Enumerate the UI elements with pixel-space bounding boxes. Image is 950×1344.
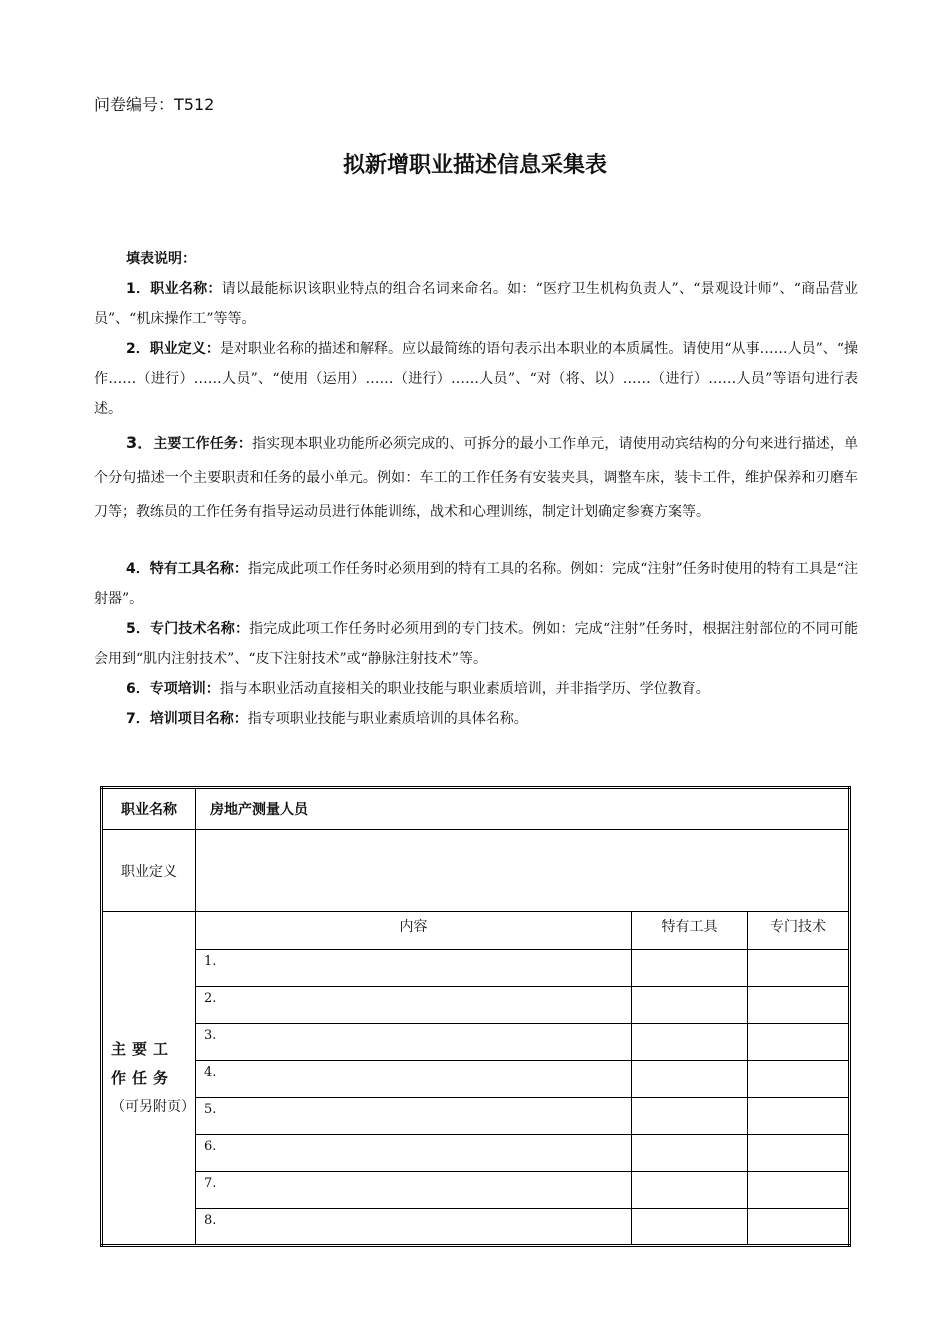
instruction-text: 指完成此项工作任务时必须用到的特有工具的名称。例如：完成“注射”任务时使用的特有工具是“注射器”。 [94, 561, 858, 607]
task-content-cell[interactable]: 2. [196, 987, 632, 1024]
instruction-text: 指专项职业技能与职业素质培训的具体名称。 [247, 711, 528, 727]
occupation-form-table [100, 786, 851, 1247]
instruction-label: 2．职业定义： [126, 341, 220, 357]
instruction-label: 1．职业名称： [126, 281, 222, 297]
task-content-cell[interactable]: 5. [196, 1098, 632, 1135]
table-row [102, 1098, 850, 1135]
instruction-label: 6．专项培训： [126, 681, 220, 697]
table-row [102, 1061, 850, 1098]
instruction-item-5 [94, 614, 858, 674]
task-tools-cell[interactable] [632, 1172, 748, 1209]
table-row [102, 1172, 850, 1209]
task-tech-cell[interactable] [748, 1061, 850, 1098]
instruction-label: 主要工作任务： [153, 436, 252, 452]
task-content-cell[interactable]: 4. [196, 1061, 632, 1098]
task-tech-cell[interactable] [748, 950, 850, 987]
col-header-tools: 特有工具 [632, 912, 748, 950]
instruction-label: 4．特有工具名称： [126, 561, 248, 577]
task-tools-cell[interactable] [632, 1098, 748, 1135]
task-tech-cell[interactable] [748, 1098, 850, 1135]
instruction-text: 是对职业名称的描述和解释。应以最简练的语句表示出本职业的本质属性。请使用“从事……人员”、“操作……（进行）……人员”、“使用（运用）……（进行）……人员”、“对（将、以）……（进行）……人员”等语句进行表述。 [94, 341, 858, 417]
instruction-text: 指完成此项工作任务时必须用到的专门技术。例如：完成“注射”任务时，根据注射部位的不同可能会用到“肌内注射技术”、“皮下注射技术”或“静脉注射技术”等。 [94, 621, 859, 667]
page-title: 拟新增职业描述信息采集表 [342, 153, 607, 178]
instruction-item-4 [94, 554, 858, 614]
task-content-cell[interactable]: 1. [196, 950, 632, 987]
instructions-heading: 填表说明： [126, 251, 196, 267]
occupation-name-row [102, 788, 850, 830]
task-tools-cell[interactable] [632, 1209, 748, 1246]
instructions-block [94, 244, 858, 424]
questionnaire-number: 问卷编号：T512 [94, 95, 215, 114]
col-header-tech: 专门技术 [748, 912, 850, 950]
instruction-text: 指实现本职业功能所必须完成的、可拆分的最小工作单元，请使用动宾结构的分句来进行描述，单个分句描述一个主要职责和任务的最小单元。例如：车工的工作任务有安装夹具，调整车床，装卡工件，维护保养和刃磨车刀等；教练员的工作任务有指导运动员进行体能训练，战术和心理训练，制定计划确定参赛方案等。 [94, 436, 858, 520]
definition-row [102, 830, 850, 912]
task-tools-cell[interactable] [632, 1061, 748, 1098]
task-tools-cell[interactable] [632, 1135, 748, 1172]
tasks-label-note: （可另附页） [111, 1099, 195, 1115]
task-content-cell[interactable]: 7. [196, 1172, 632, 1209]
task-tools-cell[interactable] [632, 987, 748, 1024]
task-tech-cell[interactable] [748, 1209, 850, 1246]
definition-label: 职业定义 [102, 830, 196, 912]
task-tech-cell[interactable] [748, 1135, 850, 1172]
task-content-cell[interactable]: 3. [196, 1024, 632, 1061]
instruction-item-2 [94, 334, 858, 424]
table-row [102, 987, 850, 1024]
tasks-label-bold: 主要工作任务 [111, 1040, 175, 1087]
task-tools-cell[interactable] [632, 950, 748, 987]
instructions-block-3 [94, 554, 858, 734]
task-tech-cell[interactable] [748, 1024, 850, 1061]
task-tools-cell[interactable] [632, 1024, 748, 1061]
instruction-item-6 [94, 674, 858, 704]
table-row [102, 1024, 850, 1061]
table-row [102, 1135, 850, 1172]
occupation-name-value[interactable]: 房地产测量人员 [196, 788, 850, 830]
instruction-text: 请以最能标识该职业特点的组合名词来命名。如：“医疗卫生机构负责人”、“景观设计师”、“商品营业员”、“机床操作工”等等。 [94, 281, 858, 327]
instruction-item-3 [94, 426, 858, 529]
tasks-header-row [102, 912, 850, 950]
instruction-text: 指与本职业活动直接相关的职业技能与职业素质培训，并非指学历、学位教育。 [219, 681, 710, 697]
table-row [102, 1209, 850, 1246]
task-content-cell[interactable]: 8. [196, 1209, 632, 1246]
instruction-label: 5．专门技术名称： [126, 621, 250, 637]
instruction-label-number: 3． [126, 433, 154, 452]
instruction-label: 7．培训项目名称： [126, 711, 248, 727]
task-tech-cell[interactable] [748, 1172, 850, 1209]
col-header-content: 内容 [196, 912, 632, 950]
tasks-label [102, 912, 196, 1246]
task-content-cell[interactable]: 6. [196, 1135, 632, 1172]
task-tech-cell[interactable] [748, 987, 850, 1024]
instruction-item-7 [94, 704, 858, 734]
instructions-block-2 [94, 426, 858, 529]
occupation-name-label: 职业名称 [102, 788, 196, 830]
definition-value[interactable] [196, 830, 850, 912]
table-row [102, 950, 850, 987]
instruction-item-1 [94, 274, 858, 334]
